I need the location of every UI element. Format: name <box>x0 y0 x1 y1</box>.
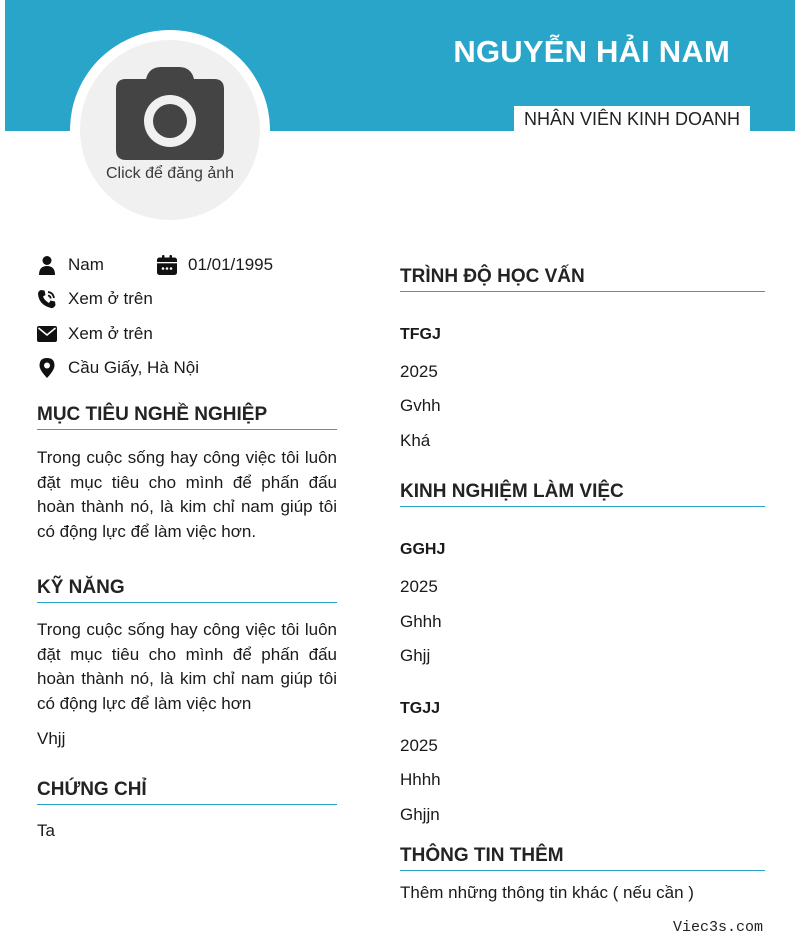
info-birthday[interactable] <box>157 255 273 275</box>
map-pin-icon <box>37 358 57 378</box>
education-heading: TRÌNH ĐỘ HỌC VẤN <box>400 266 765 292</box>
calendar-icon <box>157 255 177 275</box>
avatar-upload[interactable] <box>80 40 260 220</box>
email-value: Xem ở trên <box>68 324 153 343</box>
info-gender[interactable] <box>37 255 104 275</box>
experience-year[interactable]: 2025 <box>400 577 438 596</box>
certificates-text[interactable]: Ta <box>37 821 55 840</box>
skills-extra[interactable]: Vhjj <box>37 729 66 748</box>
candidate-name[interactable]: NGUYỄN HẢI NAM <box>453 34 730 69</box>
education-major[interactable]: Gvhh <box>400 396 441 415</box>
experience-position[interactable]: Hhhh <box>400 770 441 789</box>
job-title[interactable]: NHÂN VIÊN KINH DOANH <box>514 106 750 132</box>
experience-description[interactable]: Ghjjn <box>400 805 440 824</box>
objective-text[interactable]: Trong cuộc sống hay công việc tôi luôn đặt mục tiêu cho mình để phấn đấu hoàn thành nó, là kim chỉ nam giúp tôi có động lực để làm việc hơn. <box>37 448 337 541</box>
experience-description[interactable]: Ghjj <box>400 646 431 665</box>
camera-icon <box>116 67 224 160</box>
birthday-value: 01/01/1995 <box>188 255 274 274</box>
objective-heading: MỤC TIÊU NGHỀ NGHIỆP <box>37 404 337 430</box>
info-email[interactable] <box>37 324 153 344</box>
experience-company[interactable]: GGHJ <box>400 541 446 558</box>
additional-info-text[interactable]: Thêm những thông tin khác ( nếu cần ) <box>400 883 694 902</box>
gender-value: Nam <box>68 255 104 274</box>
skills-heading: KỸ NĂNG <box>37 577 337 603</box>
experience-year[interactable]: 2025 <box>400 736 438 755</box>
phone-icon <box>37 289 57 309</box>
experience-heading: KINH NGHIỆM LÀM VIỆC <box>400 481 765 507</box>
user-icon <box>37 255 57 275</box>
education-school[interactable]: TFGJ <box>400 326 441 343</box>
watermark: Viec3s.com <box>672 919 763 936</box>
avatar-upload-label: Click để đăng ảnh <box>105 165 235 182</box>
info-phone[interactable] <box>37 289 153 309</box>
experience-company[interactable]: TGJJ <box>400 700 441 717</box>
education-grade[interactable]: Khá <box>400 431 431 450</box>
education-year[interactable]: 2025 <box>400 362 438 381</box>
address-value: Cầu Giấy, Hà Nội <box>68 358 200 377</box>
skills-text[interactable]: Trong cuộc sống hay công việc tôi luôn đặt mục tiêu cho mình để phấn đấu hoàn thành nó, là kim chỉ nam giúp tôi có động lực để làm việc hơn <box>37 620 337 713</box>
info-address[interactable] <box>37 358 199 378</box>
experience-position[interactable]: Ghhh <box>400 612 442 631</box>
additional-info-heading: THÔNG TIN THÊM <box>400 845 765 871</box>
phone-value: Xem ở trên <box>68 289 153 308</box>
envelope-icon <box>37 324 57 344</box>
certificates-heading: CHỨNG CHỈ <box>37 779 337 805</box>
